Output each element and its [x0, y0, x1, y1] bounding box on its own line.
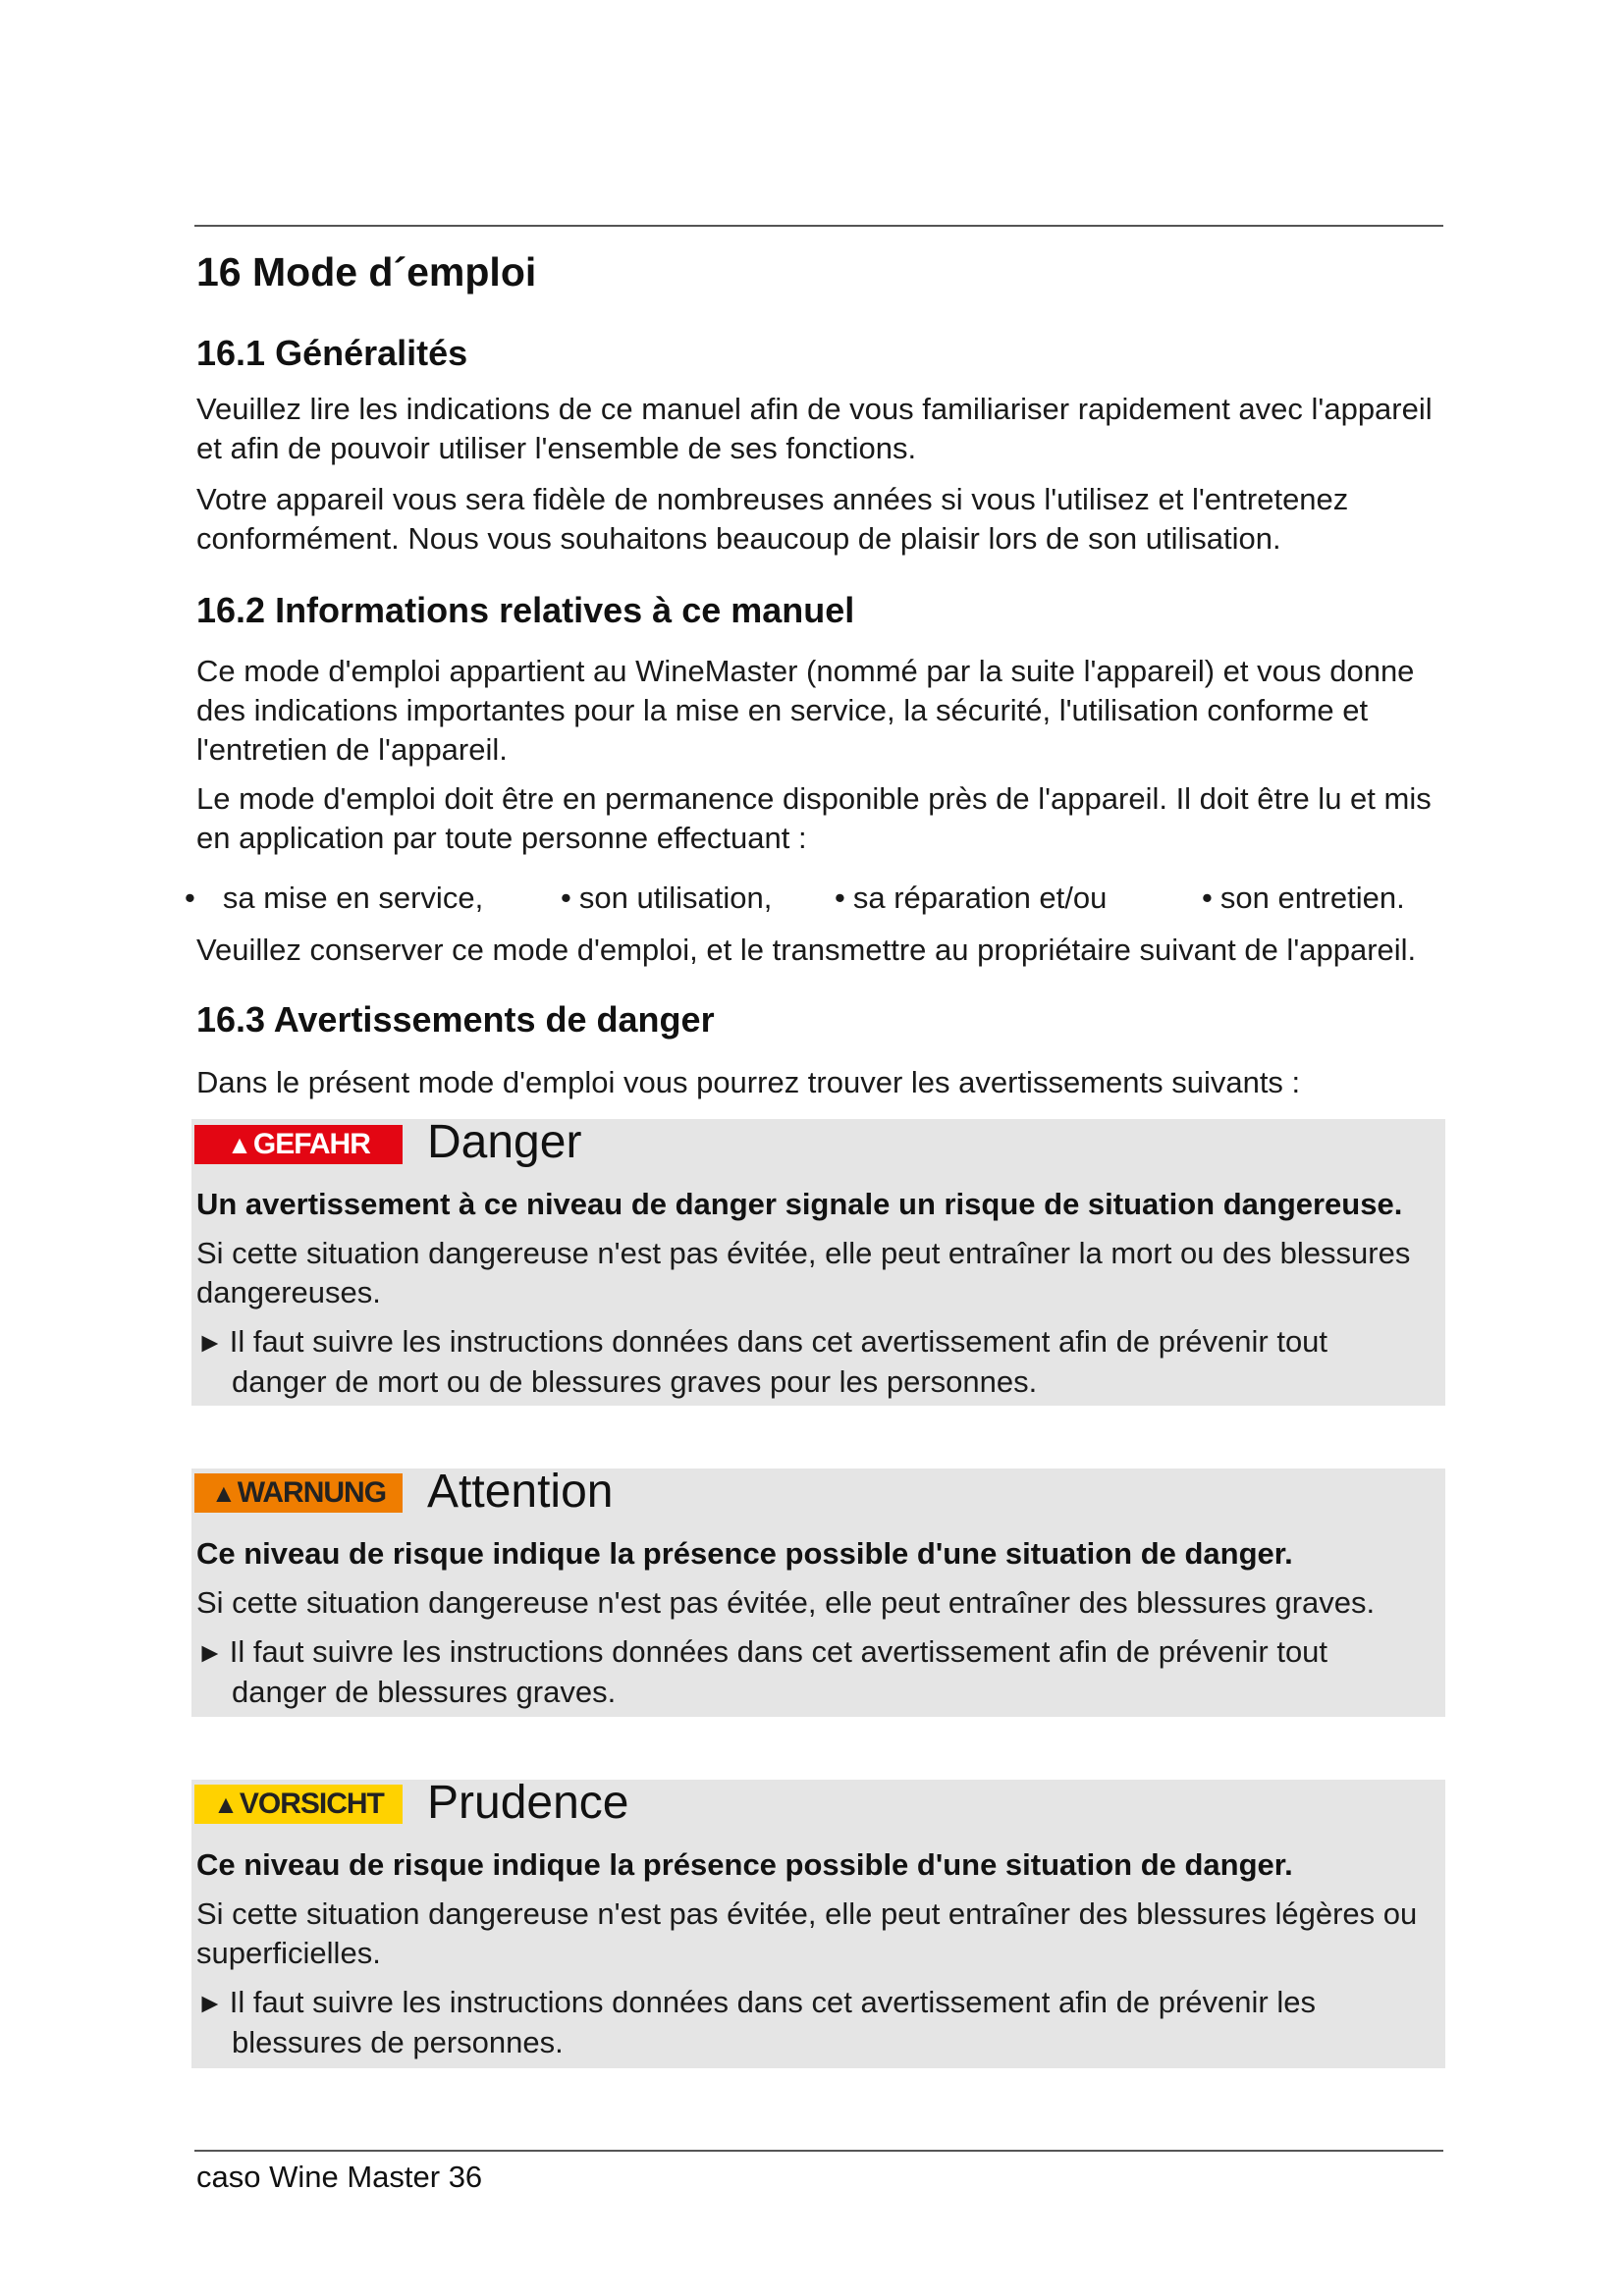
bullet-icon: • — [185, 881, 195, 915]
header-rule — [194, 225, 1443, 227]
warning-statement: Un avertissement à ce niveau de danger signale un risque de situation dangereuse. — [196, 1187, 1403, 1221]
section-title-generalites: 16.1 Généralités — [196, 333, 468, 373]
warning-heading: Prudence — [427, 1777, 629, 1829]
warning-box-attention — [191, 1468, 1445, 1717]
chapter-title: 16 Mode d´emploi — [196, 249, 537, 294]
paragraph: Votre appareil vous sera fidèle de nombreuses années si vous l'utilisez et l'entretenez conformément. Nous vous souhaitons beaucoup de plaisir lors de son utilisation. — [196, 482, 1349, 556]
arrow-right-icon: ► — [196, 1637, 224, 1668]
warning-step: ► Il faut suivre les instructions données dans cet avertissement afin de prévenir tout danger de blessures graves. — [196, 1634, 1328, 1709]
warning-text: Si cette situation dangereuse n'est pas évitée, elle peut entraîner des blessures graves. — [196, 1585, 1376, 1620]
bullet-item: • son entretien. — [1202, 881, 1405, 915]
bullet-icon: • — [835, 881, 845, 915]
paragraph: Veuillez conserver ce mode d'emploi, et le transmettre au propriétaire suivant de l'appareil. — [196, 933, 1417, 967]
bullet-icon: • — [1202, 881, 1213, 915]
section-title-avertissements: 16.3 Avertissements de danger — [196, 999, 715, 1040]
warning-triangle-icon: ▲ — [210, 1478, 236, 1508]
warning-step: ► Il faut suivre les instructions données dans cet avertissement afin de prévenir les blessures de personnes. — [196, 1985, 1316, 2059]
warning-step: ► Il faut suivre les instructions données dans cet avertissement afin de prévenir tout danger de mort ou de blessures graves pour les personnes. — [196, 1324, 1328, 1399]
warning-box-prudence — [191, 1777, 1445, 2068]
section-title-informations: 16.2 Informations relatives à ce manuel — [196, 590, 855, 630]
bullet-item: • son utilisation, — [561, 881, 773, 915]
paragraph: Le mode d'emploi doit être en permanence disponible près de l'appareil. Il doit être lu et mis en application par toute personne effectuant : — [196, 781, 1432, 855]
footer-rule — [194, 2150, 1443, 2152]
bullet-item: • sa réparation et/ou — [835, 881, 1108, 915]
warning-text: Si cette situation dangereuse n'est pas évitée, elle peut entraîner des blessures légères ou superficielles. — [196, 1896, 1418, 1970]
warning-heading: Attention — [427, 1466, 614, 1518]
page-footer: caso Wine Master 36 — [196, 2160, 483, 2194]
warning-text: Si cette situation dangereuse n'est pas évitée, elle peut entraîner la mort ou des blessures dangereuses. — [196, 1236, 1411, 1309]
warning-box-danger — [191, 1116, 1445, 1406]
warnung-badge: ▲WARNUNG — [194, 1473, 403, 1513]
paragraph: Ce mode d'emploi appartient au WineMaster (nommé par la suite l'appareil) et vous donne des indications importantes pour la mise en service, la sécurité, l'utilisation conforme et l'entretien de l'appareil. — [196, 654, 1415, 767]
vorsicht-badge: ▲VORSICHT — [194, 1785, 403, 1824]
warning-heading: Danger — [427, 1116, 582, 1168]
arrow-right-icon: ► — [196, 1988, 224, 2018]
warning-triangle-icon: ▲ — [227, 1130, 251, 1159]
paragraph: Dans le présent mode d'emploi vous pourrez trouver les avertissements suivants : — [196, 1065, 1301, 1099]
arrow-right-icon: ► — [196, 1327, 224, 1358]
warning-statement: Ce niveau de risque indique la présence possible d'une situation de danger. — [196, 1536, 1293, 1571]
warning-triangle-icon: ▲ — [213, 1789, 238, 1819]
warning-statement: Ce niveau de risque indique la présence possible d'une situation de danger. — [196, 1847, 1293, 1882]
bullet-icon: • — [561, 881, 571, 915]
bullet-item: • sa mise en service, — [185, 881, 484, 915]
gefahr-badge: ▲GEFAHR — [194, 1125, 403, 1164]
paragraph: Veuillez lire les indications de ce manuel afin de vous familiariser rapidement avec l'appareil et afin de pouvoir utiliser l'ensemble de ses fonctions. — [196, 392, 1433, 465]
